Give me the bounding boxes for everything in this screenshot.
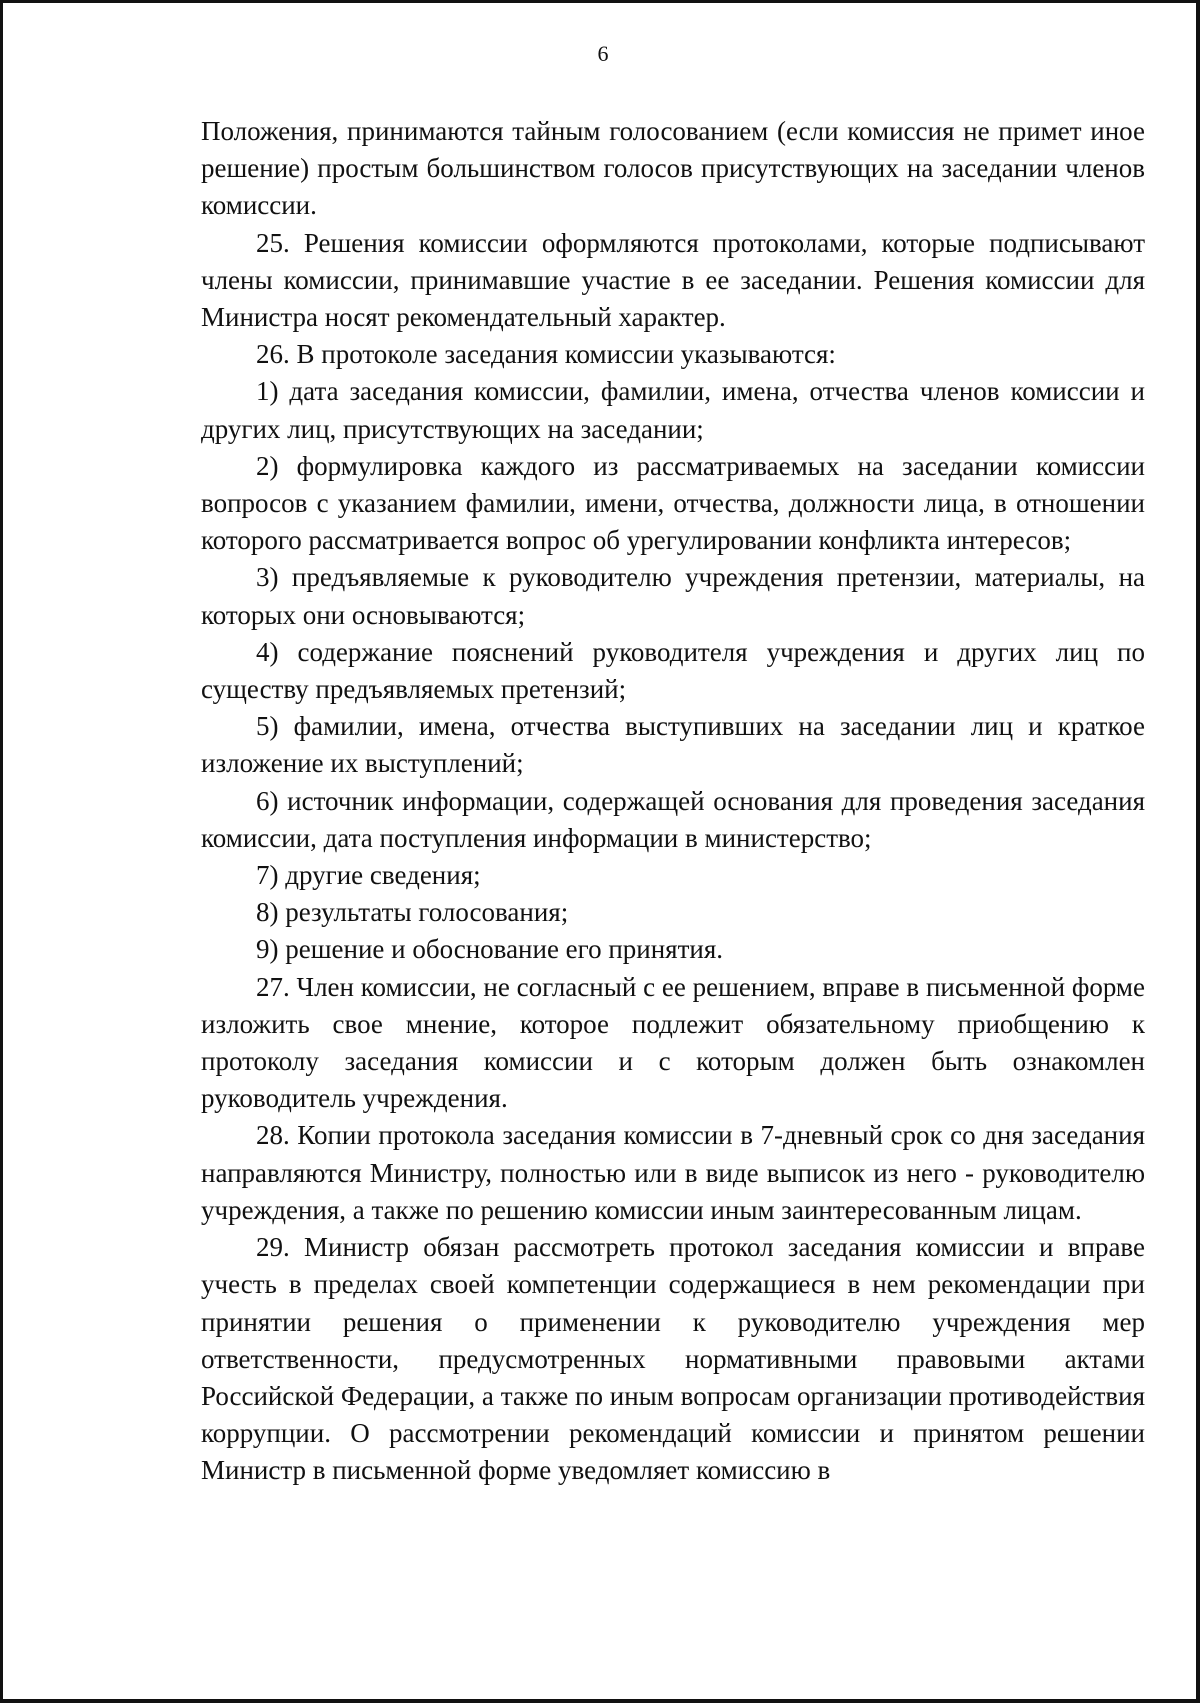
list-item-4: 4) содержание пояснений руководителя учреждения и других лиц по существу предъявляемых претензий;: [201, 636, 1145, 705]
paragraph-29: 29. Министр обязан рассмотреть протокол заседания комиссии и вправе учесть в пределах своей компетенции содержащиеся в нем рекомендации при принятии решения о применении к руководителю учреждения мер ответственности, предусмотренных нормативными правовыми актами Российской Федерации, а также по иным вопросам организации противодействия коррупции. О рассмотрении рекомендаций комиссии и принятом решении Министр в письменной форме уведомляет комиссию в: [201, 1232, 1145, 1486]
page-number: 6: [597, 41, 609, 66]
document-body: [201, 113, 1145, 1490]
paragraph-continuation: Положения, принимаются тайным голосованием (если комиссия не примет иное решение) простым большинством голосов присутствующих на заседании членов комиссии.: [201, 116, 1145, 221]
paragraph-25: 25. Решения комиссии оформляются протоколами, которые подписывают члены комиссии, принимавшие участие в ее заседании. Решения комиссии для Министра носят рекомендательный характер.: [201, 227, 1145, 333]
list-item-5: 5) фамилии, имена, отчества выступивших на заседании лиц и краткое изложение их выступлений;: [201, 711, 1145, 779]
list-item-6: 6) источник информации, содержащей основания для проведения заседания комиссии, дата поступления информации в министерство;: [201, 785, 1145, 853]
paragraph-26: 26. В протоколе заседания комиссии указываются:: [256, 339, 836, 370]
list-item-3: 3) предъявляемые к руководителю учреждения претензии, материалы, на которых они основываются;: [201, 562, 1145, 630]
list-item-2: 2) формулировка каждого из рассматриваемых на заседании комиссии вопросов с указанием фамилии, имени, отчества, должности лица, в отношении которого рассматривается вопрос об урегулировании конфликта интересов;: [201, 450, 1145, 556]
list-item-1: 1) дата заседания комиссии, фамилии, имена, отчества членов комиссии и других лиц, присутствующих на заседании;: [201, 376, 1145, 444]
list-item-7: 7) другие сведения;: [256, 860, 481, 891]
paragraph-28: 28. Копии протокола заседания комиссии в 7-дневный срок со дня заседания направляются Министру, полностью или в виде выписок из него - руководителю учреждения, а также по решению комиссии иным заинтересованным лицам.: [201, 1120, 1145, 1225]
list-item-8: 8) результаты голосования;: [256, 897, 569, 928]
paragraph-27: 27. Член комиссии, не согласный с ее решением, вправе в письменной форме изложить свое мнение, которое подлежит обязательному приобщению к протоколу заседания комиссии и с которым должен быть ознакомлен руководитель учреждения.: [201, 971, 1145, 1114]
list-item-9: 9) решение и обоснование его принятия.: [256, 934, 724, 965]
